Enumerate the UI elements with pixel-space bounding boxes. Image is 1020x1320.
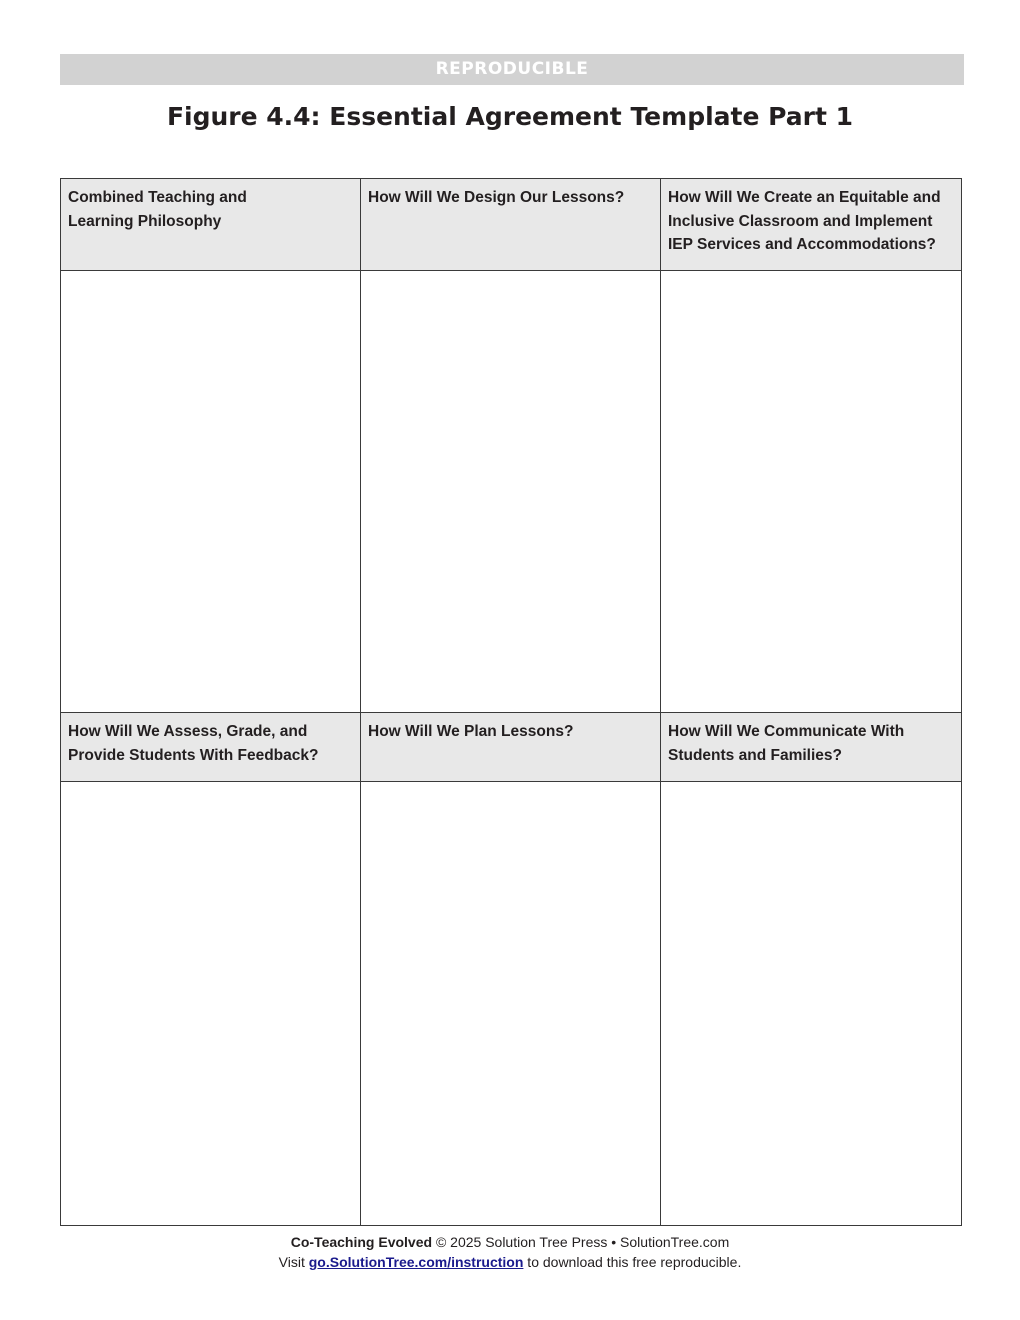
page-footer bbox=[0, 1232, 1020, 1272]
header-label-design-lessons: How Will We Design Our Lessons? bbox=[368, 189, 625, 206]
header-cell-plan-lessons bbox=[361, 713, 661, 782]
table-body-row-top bbox=[61, 271, 962, 713]
table-body-row-bottom bbox=[61, 782, 962, 1226]
response-cell-plan-lessons[interactable] bbox=[361, 782, 661, 1226]
agreement-template-table bbox=[60, 178, 962, 1226]
footer-visit-line bbox=[0, 1252, 1020, 1272]
response-cell-equitable-classroom[interactable] bbox=[661, 271, 962, 713]
header-label-communicate: How Will We Communicate With Students and Families? bbox=[668, 723, 905, 764]
header-cell-equitable-classroom bbox=[661, 179, 962, 271]
response-cell-communicate[interactable] bbox=[661, 782, 962, 1226]
page-title: Figure 4.4: Essential Agreement Template Part 1 bbox=[166, 102, 854, 131]
response-cell-design-lessons[interactable] bbox=[361, 271, 661, 713]
footer-book-title: Co-Teaching Evolved bbox=[290, 1234, 433, 1250]
response-cell-philosophy[interactable] bbox=[61, 271, 361, 713]
footer-visit-prefix: Visit bbox=[278, 1254, 309, 1270]
download-link[interactable]: go.SolutionTree.com/instruction bbox=[308, 1254, 524, 1270]
table-header-row-top bbox=[61, 179, 962, 271]
response-cell-assess-grade[interactable] bbox=[61, 782, 361, 1226]
header-cell-philosophy bbox=[61, 179, 361, 271]
header-cell-design-lessons bbox=[361, 179, 661, 271]
header-label-philosophy: Combined Teaching and Learning Philosophy bbox=[68, 189, 247, 230]
header-label-plan-lessons: How Will We Plan Lessons? bbox=[368, 723, 574, 740]
footer-copyright: © 2025 Solution Tree Press • SolutionTree.com bbox=[432, 1234, 730, 1250]
footer-copyright-line bbox=[0, 1232, 1020, 1252]
header-label-assess-grade: How Will We Assess, Grade, and Provide Students With Feedback? bbox=[68, 723, 319, 764]
reproducible-banner: REPRODUCIBLE bbox=[60, 54, 964, 85]
footer-visit-suffix: to download this free reproducible. bbox=[523, 1254, 742, 1270]
table-header-row-bottom bbox=[61, 713, 962, 782]
header-cell-assess-grade bbox=[61, 713, 361, 782]
header-label-equitable-classroom: How Will We Create an Equitable and Inclusive Classroom and Implement IEP Services and Accommodations? bbox=[668, 189, 941, 253]
header-cell-communicate bbox=[661, 713, 962, 782]
